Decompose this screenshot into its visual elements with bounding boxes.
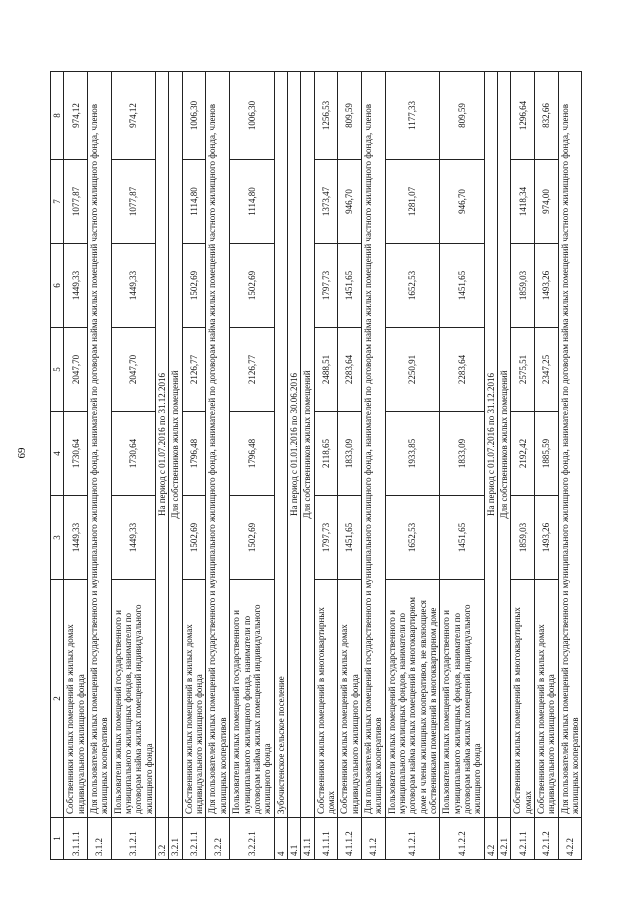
value-cell: 809,59 [440,72,484,160]
document-frame [50,72,579,860]
value-cell: 2250,91 [385,328,440,412]
value-cell: 2126,77 [182,328,206,412]
value-cell: 946,70 [338,160,362,244]
value-cell: 1652,53 [385,496,440,580]
section-heading-cell: Для пользователей жилых помещений государственного и муниципального жилищного фонда, нанимателей по договорам найма жилых помещений частного жилищного фонда, членов жилищных кооперативов [206,72,230,818]
table-row [111,72,155,860]
value-cell: 1006,30 [230,72,274,160]
value-cell: 1449,33 [64,244,88,328]
value-cell: 974,00 [535,160,559,244]
row-code-cell: 4.1 [287,818,300,860]
value-cell: 1730,64 [111,412,155,496]
row-label-cell: Пользователи жилых помещений государственного и муниципального жилищных фондов, наниматели по договорам найма жилых помещений индивидуального жилищного фонда [440,580,484,818]
value-cell: 1451,65 [338,244,362,328]
value-cell: 2047,70 [111,328,155,412]
table-row [287,72,300,860]
row-label-cell: Собственники жилых помещений в многоквартирных домах [511,580,535,818]
row-label-cell: Пользователи жилых помещений государственного и муниципального жилищных фондов, наниматели по договорам найма жилых помещений в многоквартирном доме и члены жилищных кооперативов, не являющиеся собственниками помещений в многоквартирном доме [385,580,440,818]
table-row [274,72,287,860]
value-cell: 1730,64 [64,412,88,496]
table-row [535,72,559,860]
header-cell: 5 [51,328,64,412]
tariff-table [50,71,582,860]
value-cell: 1177,33 [385,72,440,160]
page-number: 69 [16,447,28,459]
header-cell: 2 [51,580,64,818]
table-row [385,72,440,860]
value-cell: 2126,77 [230,328,274,412]
value-cell: 832,66 [535,72,559,160]
row-code-cell: 4.2.1.1 [511,818,535,860]
value-cell: 1114,80 [182,160,206,244]
value-cell: 2488,51 [314,328,338,412]
value-cell: 1933,85 [385,412,440,496]
row-code-cell: 4.2.1.2 [535,818,559,860]
value-cell: 1114,80 [230,160,274,244]
value-cell: 1449,33 [111,244,155,328]
period-heading-cell: Для собственников жилых помещений [301,72,314,818]
header-cell: 7 [51,160,64,244]
section-heading-cell: Для пользователей жилых помещений государственного и муниципального жилищного фонда, нанимателей по договорам найма жилых помещений частного жилищного фонда, членов жилищных кооперативов [361,72,385,818]
value-cell: 1796,48 [182,412,206,496]
value-cell: 1256,53 [314,72,338,160]
row-code-cell: 3.2 [156,818,169,860]
row-code-cell: 4.2 [484,818,497,860]
value-cell: 1077,87 [64,160,88,244]
value-cell: 974,12 [64,72,88,160]
value-cell: 2047,70 [64,328,88,412]
header-cell: 3 [51,496,64,580]
table-row [301,72,314,860]
row-label-cell: Собственники жилых помещений в жилых домах индивидуального жилищного фонда [338,580,362,818]
row-code-cell: 3.1.1.1 [64,818,88,860]
table-row [156,72,169,860]
table-row [361,72,385,860]
value-cell: 946,70 [440,160,484,244]
row-code-cell: 3.1.2.1 [111,818,155,860]
value-cell: 1859,03 [511,496,535,580]
row-code-cell: 3.2.2.1 [230,818,274,860]
value-cell: 1502,69 [230,496,274,580]
value-cell: 1502,69 [182,496,206,580]
row-code-cell: 4.2.2 [558,818,582,860]
header-cell: 6 [51,244,64,328]
value-cell: 1281,07 [385,160,440,244]
value-cell: 1796,48 [230,412,274,496]
value-cell: 2575,51 [511,328,535,412]
table-row [440,72,484,860]
table-row [88,72,112,860]
period-heading-cell: Для собственников жилых помещений [169,72,182,818]
row-code-cell: 4.2.1 [498,818,511,860]
row-code-cell: 4.1.1.1 [314,818,338,860]
row-label-cell: Собственники жилых помещений в жилых домах индивидуального жилищного фонда [64,580,88,818]
value-cell: 1418,34 [511,160,535,244]
section-heading-cell: Зубочистенское сельское поселение [274,72,287,818]
period-heading-cell: На период с 01.07.2016 по 31.12.2016 [484,72,497,818]
value-cell: 1652,53 [385,244,440,328]
section-heading-cell: Для пользователей жилых помещений государственного и муниципального жилищного фонда, нанимателей по договорам найма жилых помещений частного жилищного фонда, членов жилищных кооперативов [88,72,112,818]
period-heading-cell: На период с 01.07.2016 по 31.12.2016 [156,72,169,818]
value-cell: 2283,64 [440,328,484,412]
section-heading-cell: Для пользователей жилых помещений государственного и муниципального жилищного фонда, нанимателей по договорам найма жилых помещений частного жилищного фонда, членов жилищных кооперативов [558,72,582,818]
row-code-cell: 4 [274,818,287,860]
table-row [169,72,182,860]
value-cell: 1833,09 [338,412,362,496]
table-row [182,72,206,860]
table-row [338,72,362,860]
value-cell: 2192,42 [511,412,535,496]
table-row [314,72,338,860]
value-cell: 1502,69 [182,244,206,328]
value-cell: 1493,26 [535,496,559,580]
rotated-table-container [50,72,579,860]
table-row [484,72,497,860]
value-cell: 1451,65 [440,496,484,580]
value-cell: 1885,59 [535,412,559,496]
value-cell: 1451,65 [440,244,484,328]
value-cell: 1797,73 [314,244,338,328]
table-row [498,72,511,860]
header-row [51,72,64,860]
table-row [64,72,88,860]
value-cell: 1373,47 [314,160,338,244]
value-cell: 2283,64 [338,328,362,412]
table-row [230,72,274,860]
row-code-cell: 4.1.1.2 [338,818,362,860]
table-row [558,72,582,860]
value-cell: 1833,09 [440,412,484,496]
table-row [206,72,230,860]
row-code-cell: 4.1.1 [301,818,314,860]
row-code-cell: 4.1.2.2 [440,818,484,860]
row-label-cell: Пользователи жилых помещений государственного и муниципального жилищного фонда, наниматели по договорам найма жилых помещений индивидуального жилищного фонда [230,580,274,818]
row-label-cell: Собственники жилых помещений в многоквартирных домах [314,580,338,818]
row-code-cell: 3.2.2 [206,818,230,860]
row-code-cell: 3.2.1.1 [182,818,206,860]
value-cell: 1296,64 [511,72,535,160]
value-cell: 1451,65 [338,496,362,580]
value-cell: 1006,30 [182,72,206,160]
row-code-cell: 3.2.1 [169,818,182,860]
header-cell: 1 [51,818,64,860]
row-code-cell: 4.1.2.1 [385,818,440,860]
period-heading-cell: Для собственников жилых помещений [498,72,511,818]
row-label-cell: Пользователи жилых помещений государственного и муниципального жилищных фондов, наниматели по договорам найма жилых помещений индивидуального жилищного фонда [111,580,155,818]
value-cell: 974,12 [111,72,155,160]
table-row [511,72,535,860]
value-cell: 809,59 [338,72,362,160]
row-code-cell: 3.1.2 [88,818,112,860]
row-code-cell: 4.1.2 [361,818,385,860]
value-cell: 1449,33 [111,496,155,580]
value-cell: 1859,03 [511,244,535,328]
header-cell: 4 [51,412,64,496]
header-cell: 8 [51,72,64,160]
value-cell: 1502,69 [230,244,274,328]
value-cell: 2118,65 [314,412,338,496]
value-cell: 2347,25 [535,328,559,412]
period-heading-cell: На период с 01.01.2016 по 30.06.2016 [287,72,300,818]
value-cell: 1449,33 [64,496,88,580]
value-cell: 1797,73 [314,496,338,580]
row-label-cell: Собственники жилых помещений в жилых домах индивидуального жилищного фонда [535,580,559,818]
value-cell: 1493,26 [535,244,559,328]
row-label-cell: Собственники жилых помещений в жилых домах индивидуального жилищного фонда [182,580,206,818]
value-cell: 1077,87 [111,160,155,244]
